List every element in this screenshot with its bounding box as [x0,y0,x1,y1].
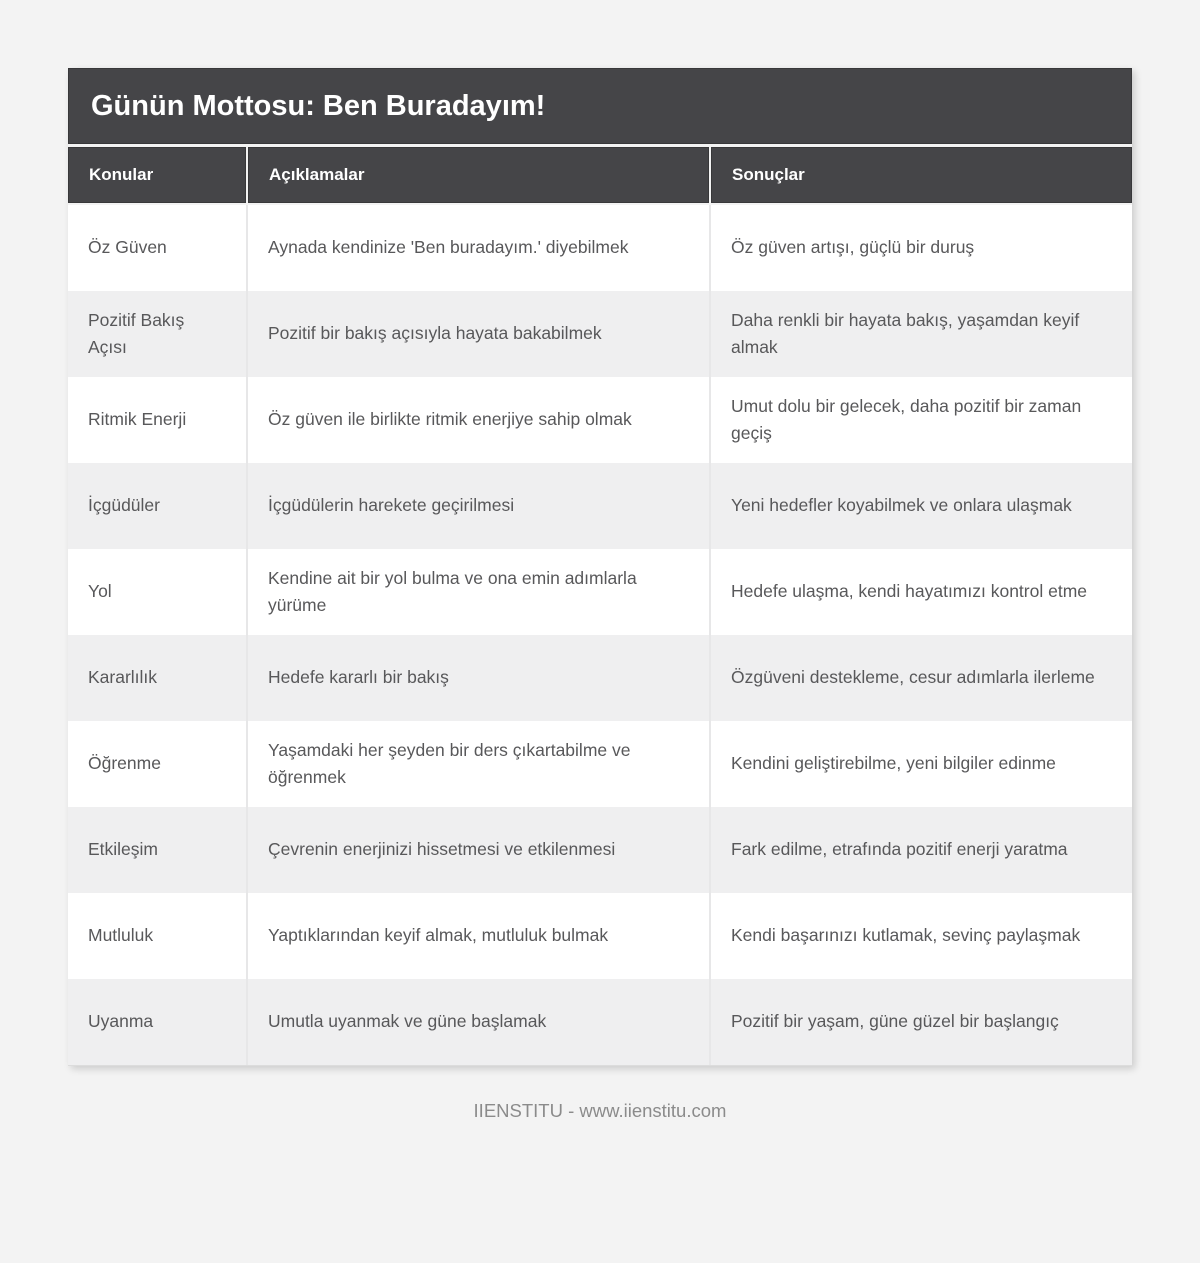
cell-topic-text: Yol [88,581,112,602]
table-row [68,635,1132,721]
cell-result-text: Pozitif bir yaşam, güne güzel bir başlangıç [731,1011,1059,1032]
cell-description-text: Aynada kendinize 'Ben buradayım.' diyebilmek [268,237,629,258]
cell-description [248,291,709,377]
cell-result-text: Kendini geliştirebilme, yeni bilgiler edinme [731,753,1056,774]
cell-result [711,979,1132,1065]
column-header-konular: Konular [68,147,246,203]
cell-topic [68,463,246,549]
table-body [68,205,1132,1066]
cell-topic [68,635,246,721]
cell-result [711,721,1132,807]
column-header-aciklamalar: Açıklamalar [248,147,709,203]
cell-topic-text: Pozitif Bakış Açısı [88,309,185,357]
cell-description [248,205,709,291]
cell-description [248,721,709,807]
cell-topic-text: Öğrenme [88,753,161,774]
cell-description [248,979,709,1065]
cell-description-text: Çevrenin enerjinizi hissetmesi ve etkilenmesi [268,839,616,860]
cell-result-text: Fark edilme, etrafında pozitif enerji yaratma [731,839,1068,860]
cell-topic-text: Kararlılık [88,667,158,688]
cell-result [711,549,1132,635]
column-header-sonuclar: Sonuçlar [711,147,1132,203]
table-row [68,463,1132,549]
cell-description [248,635,709,721]
cell-topic-text: Ritmik Enerji [88,409,187,430]
cell-description [248,463,709,549]
cell-description-text: Yaşamdaki her şeyden bir ders çıkartabilme ve öğrenmek [268,739,631,787]
cell-topic-text: Öz Güven [88,237,167,258]
cell-description-text: Hedefe kararlı bir bakış [268,667,449,688]
cell-result [711,635,1132,721]
cell-topic [68,807,246,893]
cell-description [248,377,709,463]
cell-result-text: Umut dolu bir gelecek, daha pozitif bir zaman geçiş [731,395,1082,443]
cell-description-text: Umutla uyanmak ve güne başlamak [268,1011,547,1032]
cell-topic [68,549,246,635]
cell-result [711,377,1132,463]
cell-description-text: Kendine ait bir yol bulma ve ona emin adımlarla yürüme [268,567,637,615]
cell-description-text: Öz güven ile birlikte ritmik enerjiye sahip olmak [268,409,632,430]
table-row [68,291,1132,377]
cell-result-text: Hedefe ulaşma, kendi hayatımızı kontrol etme [731,581,1088,602]
cell-description [248,807,709,893]
cell-result-text: Kendi başarınızı kutlamak, sevinç paylaşmak [731,925,1081,946]
cell-result [711,205,1132,291]
table-row [68,721,1132,807]
cell-topic [68,893,246,979]
cell-topic-text: Mutluluk [88,925,154,946]
cell-topic [68,377,246,463]
cell-result [711,291,1132,377]
table-row [68,807,1132,893]
cell-topic [68,721,246,807]
table-row [68,377,1132,463]
motto-table-card [68,68,1132,1066]
cell-result [711,807,1132,893]
table-row [68,549,1132,635]
cell-description-text: Pozitif bir bakış açısıyla hayata bakabilmek [268,323,602,344]
cell-result-text: Öz güven artışı, güçlü bir duruş [731,237,975,258]
cell-result [711,893,1132,979]
cell-description [248,893,709,979]
cell-result-text: Yeni hedefler koyabilmek ve onlara ulaşmak [731,495,1072,516]
cell-topic-text: İçgüdüler [88,495,160,516]
cell-topic [68,979,246,1065]
cell-topic [68,291,246,377]
cell-description [248,549,709,635]
cell-topic [68,205,246,291]
cell-result [711,463,1132,549]
cell-description-text: İçgüdülerin harekete geçirilmesi [268,495,515,516]
cell-description-text: Yaptıklarından keyif almak, mutluluk bulmak [268,925,609,946]
table-header-row [68,147,1132,203]
cell-topic-text: Etkileşim [88,839,159,860]
table-row [68,893,1132,979]
table-row [68,979,1132,1065]
cell-result-text: Özgüveni destekleme, cesur adımlarla ilerleme [731,667,1095,688]
cell-result-text: Daha renkli bir hayata bakış, yaşamdan keyif almak [731,309,1080,357]
cell-topic-text: Uyanma [88,1011,154,1032]
footer-credit: IIENSTITU - www.iienstitu.com [473,1100,727,1121]
table-row [68,205,1132,291]
page-title: Günün Mottosu: Ben Buradayım! [68,68,1132,144]
